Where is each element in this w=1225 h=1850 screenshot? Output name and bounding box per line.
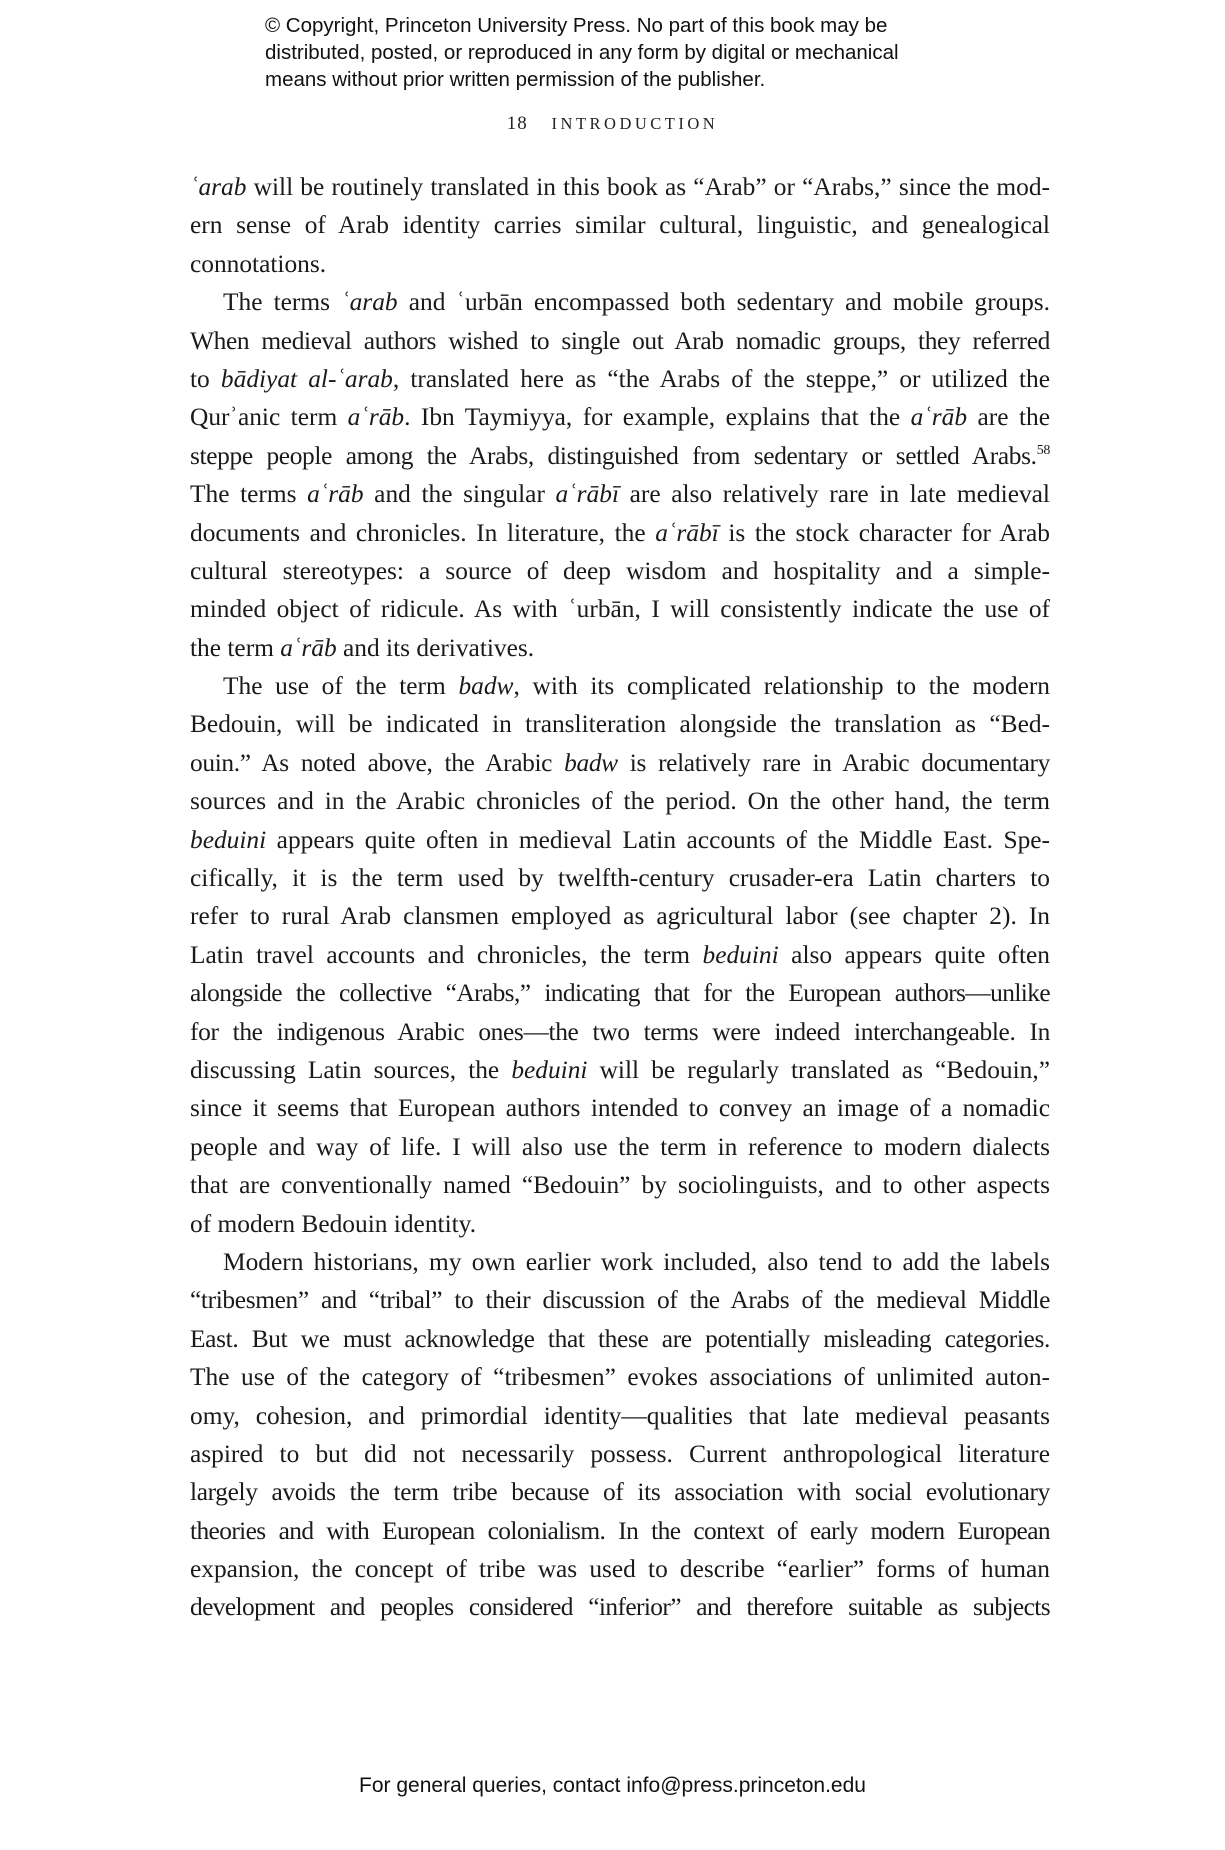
copyright-line: © Copyright, Princeton University Press. No part of this book may be xyxy=(265,14,888,37)
text-line: to bādiyat al-ʿarab, translated here as “the Arabs of the steppe,” or utilized the xyxy=(190,364,1050,393)
italic-term: beduini xyxy=(511,1055,588,1084)
text-line: that are conventionally named “Bedouin” by sociolinguists, and to other aspects xyxy=(190,1171,1050,1200)
italic-term: badw xyxy=(458,672,514,701)
text-line: Latin travel accounts and chronicles, the term beduini also appears quite often xyxy=(190,940,1051,969)
text-line: expansion, the concept of tribe was used to describe “earlier” forms of human xyxy=(190,1555,1050,1584)
copyright-notice xyxy=(265,12,985,93)
text-line: Bedouin, will be indicated in transliteration alongside the translation as “Bed- xyxy=(190,710,1050,739)
italic-term: aʿrābī xyxy=(555,480,619,509)
text-line: of modern Bedouin identity. xyxy=(190,1209,477,1238)
text-line: beduini appears quite often in medieval Latin accounts of the Middle East. Spe- xyxy=(190,825,1050,854)
text-line: sources and in the Arabic chronicles of the period. On the other hand, the term xyxy=(190,787,1050,816)
italic-term: aʿrābī xyxy=(655,518,719,547)
italic-term: aʿrāb xyxy=(307,480,364,509)
text-line: The use of the category of “tribesmen” evokes associations of unlimited auton- xyxy=(190,1363,1050,1392)
italic-term: ʿarab xyxy=(190,173,247,201)
text-line: aspired to but did not necessarily possess. Current anthropological literature xyxy=(190,1439,1050,1468)
text-line: documents and chronicles. In literature, the aʿrābī is the stock character for Arab xyxy=(190,518,1050,547)
italic-term: aʿrāb xyxy=(280,633,337,662)
copyright-line: distributed, posted, or reproduced in any form by digital or mechanical xyxy=(265,41,899,64)
text-line: for the indigenous Arabic ones—the two terms were indeed interchangeable. In xyxy=(190,1017,1050,1046)
italic-term: aʿrāb xyxy=(347,403,405,432)
page-number: 18 xyxy=(506,113,528,134)
text-line: alongside the collective “Arabs,” indicating that for the European authors—unlike xyxy=(190,979,1050,1008)
text-line: The terms aʿrāb and the singular aʿrābī are also relatively rare in late medieval xyxy=(190,480,1050,509)
text-line: Modern historians, my own earlier work included, also tend to add the labels xyxy=(223,1247,1050,1276)
section-title: INTRODUCTION xyxy=(551,114,719,133)
footer-contact: For general queries, contact info@press.princeton.edu xyxy=(359,1774,866,1797)
text-line: ouin.” As noted above, the Arabic badw is relatively rare in Arabic documentary xyxy=(190,748,1050,777)
text-line: development and peoples considered “inferior” and therefore suitable as subjects xyxy=(190,1593,1050,1622)
italic-term: aʿrāb xyxy=(910,403,968,432)
italic-term: beduini xyxy=(190,825,267,854)
footnote-ref: 58 xyxy=(1036,442,1050,458)
running-head xyxy=(0,113,1225,135)
text-line: refer to rural Arab clansmen employed as agricultural labor (see chapter 2). In xyxy=(190,902,1050,931)
text-line: ern sense of Arab identity carries similar cultural, linguistic, and genealogical xyxy=(190,211,1050,240)
text-line: discussing Latin sources, the beduini will be regularly translated as “Bedouin,” xyxy=(190,1055,1050,1084)
text-line: ʿarab will be routinely translated in this book as “Arab” or “Arabs,” since the mod- xyxy=(190,173,1050,201)
copyright-line: means without prior written permission of the publisher. xyxy=(265,68,766,91)
italic-term: bādiyat al-ʿarab xyxy=(220,364,393,393)
text-line: theories and with European colonialism. In the context of early modern European xyxy=(190,1516,1050,1545)
text-line: steppe people among the Arabs, distinguished from sedentary or settled Arabs.$^{58}$ xyxy=(190,441,1050,470)
text-line: connotations. xyxy=(190,249,327,278)
text-line: The use of the term badw, with its complicated relationship to the modern xyxy=(223,672,1050,701)
text-line: since it seems that European authors intended to convey an image of a nomadic xyxy=(190,1094,1050,1123)
text-line: people and way of life. I will also use the term in reference to modern dialects xyxy=(190,1132,1050,1161)
text-line: When medieval authors wished to single out Arab nomadic groups, they referred xyxy=(190,326,1050,355)
text-line: cultural stereotypes: a source of deep wisdom and hospitality and a simple- xyxy=(190,556,1050,585)
text-line: the term aʿrāb and its derivatives. xyxy=(190,633,535,662)
text-line: East. But we must acknowledge that these are potentially misleading categories. xyxy=(190,1324,1050,1353)
text-line: “tribesmen” and “tribal” to their discussion of the Arabs of the medieval Middle xyxy=(190,1286,1050,1315)
italic-term: ʿarab xyxy=(341,288,398,317)
text-line: largely avoids the term tribe because of its association with social evolutionary xyxy=(190,1478,1050,1507)
text-line: The terms ʿarab and ʿurbān encompassed both sedentary and mobile groups. xyxy=(223,288,1050,317)
italic-term: beduini xyxy=(702,940,779,969)
text-line: Qurʾanic term aʿrāb. Ibn Taymiyya, for example, explains that the aʿrāb are the xyxy=(190,403,1050,432)
body-text xyxy=(190,168,1050,1627)
text-line: minded object of ridicule. As with ʿurbān, I will consistently indicate the use of xyxy=(190,595,1050,624)
text-line: cifically, it is the term used by twelfth-century crusader-era Latin charters to xyxy=(190,864,1050,893)
text-line: omy, cohesion, and primordial identity—qualities that late medieval peasants xyxy=(190,1401,1050,1430)
italic-term: badw xyxy=(564,748,618,777)
